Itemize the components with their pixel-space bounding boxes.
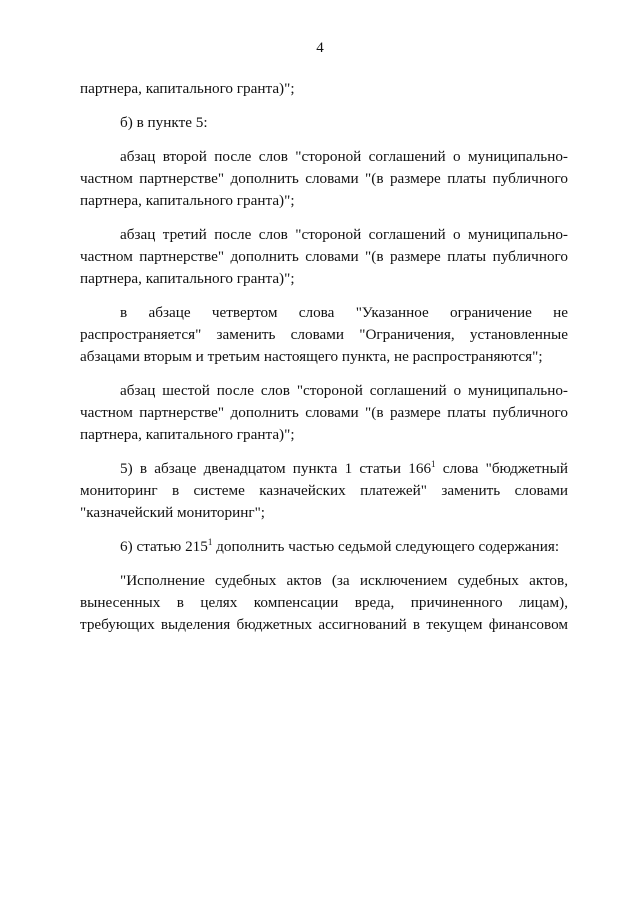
paragraph-quote-start: "Исполнение судебных актов (за исключением судебных актов, вынесенных в целях компенсации вреда, причиненного лицам), требующих выделения бюджетных ассигнований в текущем финансовом [80,572,568,633]
paragraph-item-6 [80,536,568,558]
paragraph-abzac-shestoy: абзац шестой после слов "стороной соглашений о муниципально-частном партнерстве" дополнить словами "(в размере платы публичного партнера, капитального гранта)"; [80,382,568,443]
paragraph-item-5 [80,458,568,524]
paragraph-continuation: партнера, капитального гранта)"; [80,80,295,97]
paragraph-abzac-vtoroy: абзац второй после слов "стороной соглашений о муниципально-частном партнерстве" дополнить словами "(в размере платы публичного партнера, капитального гранта)"; [80,148,568,209]
page-number: 4 [316,40,324,56]
item-6-text-end: дополнить частью седьмой следующего содержания: [212,538,560,555]
item-6-text-start: 6) статью 215 [120,538,208,555]
item-6-superscript: 1 [207,536,213,547]
item-5-text-end: слова "бюджетный мониторинг в системе казначейских платежей" заменить словами "казначейский мониторинг"; [80,460,568,521]
item-5-text-start: 5) в абзаце двенадцатом пункта 1 статьи 166 [120,460,432,477]
paragraph-abzac-chetvertiy: в абзаце четвертом слова "Указанное ограничение не распространяется" заменить словами "Ограничения, установленные абзацами вторым и третьим настоящего пункта, не распространяются"; [80,304,568,365]
item-5-superscript: 1 [431,458,436,469]
paragraph-abzac-tretiy: абзац третий после слов "стороной соглашений о муниципально-частном партнерстве" дополнить словами "(в размере платы публичного партнера, капитального гранта)"; [80,226,568,287]
paragraph-subitem-b: б) в пункте 5: [120,114,208,131]
document-body [80,78,568,648]
